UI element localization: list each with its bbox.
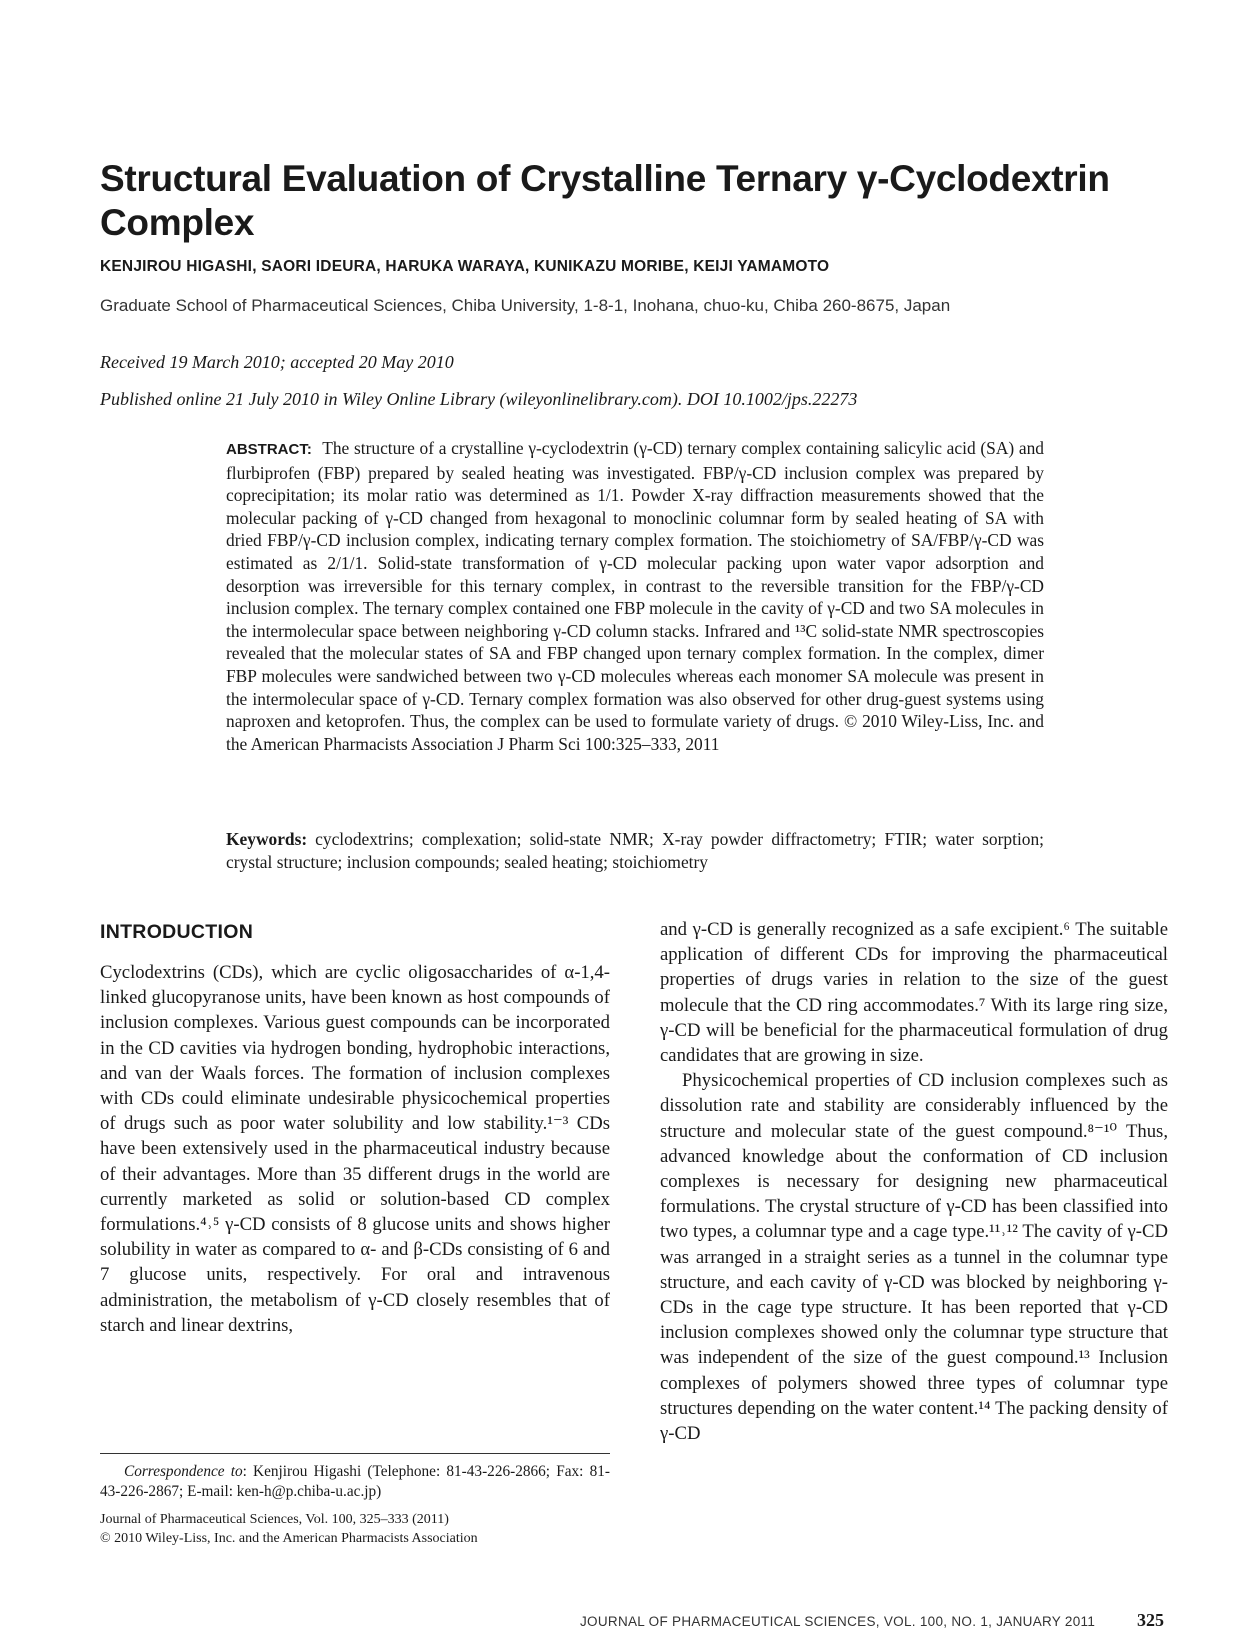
paper-title: Structural Evaluation of Crystalline Ternary γ-Cyclodextrin Complex bbox=[100, 157, 1110, 243]
keywords bbox=[226, 828, 1044, 874]
page-number: 325 bbox=[1137, 1610, 1164, 1630]
abstract-label: ABSTRACT: bbox=[226, 441, 312, 458]
abstract-text: The structure of a crystalline γ-cyclodextrin (γ-CD) ternary complex containing salicylic acid (SA) and flurbiprofen (FBP) prepared by sealed heating was investigated. FBP/γ-CD inclusion complex was prepared by coprecipitation; its molar ratio was determined as 1/1. Powder X-ray diffraction measurements showed that the molecular packing of γ-CD changed from hexagonal to monoclinic columnar form by sealed heating of SA with dried FBP/γ-CD inclusion complex, indicating ternary complex formation. The stoichiometry of SA/FBP/γ-CD was estimated as 2/1/1. Solid-state transformation of γ-CD molecular packing upon water vapor adsorption and desorption was irreversible for this ternary complex, in contrast to the reversible transition for the FBP/γ-CD inclusion complex. The ternary complex contained one FBP molecule in the cavity of γ-CD and two SA molecules in the intermolecular space between neighboring γ-CD column stacks. Infrared and ¹³C solid-state NMR spectroscopies revealed that the molecular states of SA and FBP changed upon ternary complex formation. In the complex, dimer FBP molecules were sandwiched between two γ-CD molecules whereas each monomer SA molecule was present in the intermolecular space of γ-CD. Ternary complex formation was also observed for other drug-guest systems using naproxen and ketoprofen. Thus, the complex can be used to formulate variety of drugs. © 2010 Wiley-Liss, Inc. and the American Pharmacists Association J Pharm Sci 100:325–333, 2011 bbox=[226, 438, 1044, 754]
author-list: KENJIROU HIGASHI, SAORI IDEURA, HARUKA WARAYA, KUNIKAZU MORIBE, KEIJI YAMAMOTO bbox=[100, 258, 830, 275]
received-dates: Received 19 March 2010; accepted 20 May 2010 bbox=[100, 352, 454, 372]
correspondence-footnote bbox=[100, 1462, 610, 1502]
keywords-text: cyclodextrins; complexation; solid-state NMR; X-ray powder diffractometry; FTIR; water sorption; crystal structure; inclusion compounds; sealed heating; stoichiometry bbox=[226, 829, 1044, 872]
intro-paragraph-2: Physicochemical properties of CD inclusion complexes such as dissolution rate and stability are considerably influenced by the structure and molecular state of the guest compound.⁸⁻¹⁰ Thus, advanced knowledge about the conformation of CD inclusion complexes is necessary for designing new pharmaceutical formulations. The crystal structure of γ-CD has been classified into two types, a columnar type and a cage type.¹¹˒¹² The cavity of γ-CD was arranged in a straight series as a tunnel in the columnar type structure, and each cavity of γ-CD was blocked by neighboring γ-CDs in the cage type structure. It has been reported that γ-CD inclusion complexes showed only the columnar type structure that was independent of the size of the guest compound.¹³ Inclusion complexes of polymers showed three types of columnar type structures depending on the water content.¹⁴ The packing density of γ-CD bbox=[660, 1070, 1168, 1445]
publication-info: Published online 21 July 2010 in Wiley Online Library (wileyonlinelibrary.com). DOI 10.1002/jps.22273 bbox=[100, 389, 858, 409]
correspondence-label: Correspondence to bbox=[124, 1463, 243, 1480]
section-heading-introduction: INTRODUCTION bbox=[100, 921, 254, 943]
footnote-divider bbox=[100, 1453, 610, 1454]
affiliation: Graduate School of Pharmaceutical Sciences, Chiba University, 1-8-1, Inohana, chuo-ku, Chiba 260-8675, Japan bbox=[100, 296, 951, 315]
running-footer: JOURNAL OF PHARMACEUTICAL SCIENCES, VOL. 100, NO. 1, JANUARY 2011 bbox=[580, 1614, 1096, 1629]
intro-paragraph-1: Cyclodextrins (CDs), which are cyclic oligosaccharides of α-1,4-linked glucopyranose units, have been known as host compounds of inclusion complexes. Various guest compounds can be incorporated in the CD cavities via hydrogen bonding, hydrophobic interactions, and van der Waals forces. The formation of inclusion complexes with CDs could eliminate undesirable physicochemical properties of drugs such as poor water solubility and low stability.¹⁻³ CDs have been extensively used in the pharmaceutical industry because of their advantages. More than 35 different drugs in the world are currently marketed as solid or solution-based CD complex formulations.⁴˒⁵ γ-CD consists of 8 glucose units and shows higher solubility in water as compared to α- and β-CDs consisting of 6 and 7 glucose units, respectively. For oral and intravenous administration, the metabolism of γ-CD closely resembles that of starch and linear dextrins, bbox=[100, 962, 610, 1336]
abstract bbox=[226, 437, 1044, 755]
journal-citation: Journal of Pharmaceutical Sciences, Vol. 100, 325–333 (2011) bbox=[100, 1512, 449, 1527]
right-column bbox=[660, 917, 1168, 1446]
copyright-notice: © 2010 Wiley-Liss, Inc. and the American Pharmacists Association bbox=[100, 1531, 478, 1546]
correspondence-text: : Kenjirou Higashi (Telephone: 81-43-226-2866; Fax: 81-43-226-2867; E-mail: ken-h@p.chiba-u.ac.jp) bbox=[100, 1463, 610, 1500]
intro-paragraph-1-continued: and γ-CD is generally recognized as a safe excipient.⁶ The suitable application of different CDs for improving the pharmaceutical properties of drugs varies in relation to the size of the guest molecule that the CD ring accommodates.⁷ With its large ring size, γ-CD will be beneficial for the pharmaceutical formulation of drug candidates that are growing in size. bbox=[660, 919, 1168, 1067]
keywords-label: Keywords: bbox=[226, 829, 308, 849]
journal-info bbox=[100, 1510, 610, 1548]
left-column bbox=[100, 960, 610, 1338]
